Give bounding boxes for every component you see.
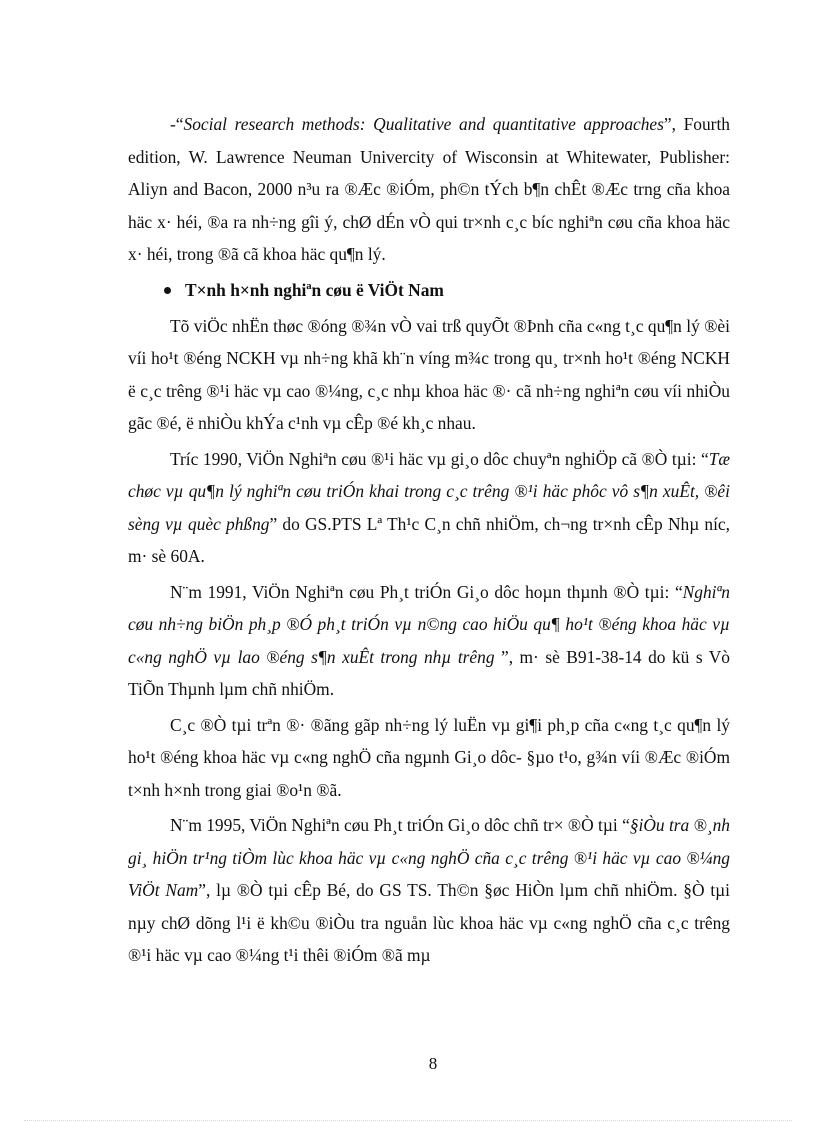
paragraph-awareness: Tõ viÖc nhËn thøc ®óng ®¾n vÒ vai trß quyÕt ®Þnh cña c«ng t¸c qu¶n lý ®èi víi ho¹t ®éng NCKH vµ nh÷ng khã kh¨n víng m¾c trong qu¸ tr×nh ho¹t ®éng NCKH ë c¸c trêng ®¹i häc vµ cao ®¼ng, c¸c nhµ khoa häc ®· cã nh÷ng nghiªn cøu víi nhiÒu gãc ®é, ë nhiÒu khÝa c¹nh vµ cÊp ®é kh¸c nhau. — [128, 315, 730, 433]
page-bottom-divider — [24, 1120, 792, 1121]
paragraph-tail: ”, lµ ®Ò tµi cÊp Bé, do GS TS. Th©n §øc HiÒn lµm chñ nhiÖm. §Ò tµi nµy chØ dõng l¹i ë kh©u ®iÒu tra nguån lùc khoa häc vµ c«ng nghÖ cña c¸c trêng ®¹i häc vµ cao ®¼ng t¹i thêi ®iÓm ®ã mµ — [128, 880, 730, 965]
paragraph-before-1990 — [128, 443, 730, 573]
paragraph-tail: ” do GS.PTS Lª Th¹c C¸n chñ nhiÖm, ch¬ng tr×nh cÊp Nhµ níc, m· sè 60A. — [128, 513, 730, 566]
project-title: Tæ chøc vµ qu¶n lý nghiªn cøu triÓn khai trong c¸c trêng ®¹i häc phôc vô s¶n xuÊt, ®êi sèng vµ quèc phßng — [128, 448, 730, 534]
paragraph-contributions: C¸c ®Ò tµi trªn ®· ®ãng gãp nh÷ng lý luËn vµ gi¶i ph¸p cña c«ng t¸c qu¶n lý ho¹t ®éng khoa häc vµ c«ng nghÖ cña ngµnh Gi¸o dôc- §µo t¹o, g¾n víi ®Æc ®iÓm t×nh h×nh trong giai ®o¹n ®ã. — [128, 714, 730, 800]
project-title: §iÒu tra ®¸nh gi¸ hiÖn tr¹ng tiÒm lùc khoa häc vµ c«ng nghÖ cña c¸c trêng ®¹i häc vµ cao ®¼ng ViÖt Nam — [128, 815, 730, 900]
page-number: 8 — [428, 1054, 438, 1073]
paragraph-tail: ”, m· sè B91-38-14 do kü s Vò TiÕn Thµnh lµm chñ nhiÖm. — [128, 646, 730, 699]
bullet-icon — [164, 287, 171, 294]
paragraph-lead: Tríc 1990, ViÖn Nghiªn cøu ®¹i häc vµ gi¸o dôc chuyªn nghiÖp cã ®Ò tµi: “ — [170, 448, 709, 469]
paragraph-1991 — [128, 576, 730, 706]
paragraph-lead: N¨m 1995, ViÖn Nghiªn cøu Ph¸t triÓn Gi¸o dôc chñ tr× ®Ò tµi “ — [170, 815, 630, 835]
section-heading — [128, 274, 730, 307]
reference-description: ”, Fourth edition, W. Lawrence Neuman Univercity of Wisconsin at Whitewater, Publisher: Aliyn and Bacon, 2000 n³u ra ®Æc ®iÓm, ph©n tÝch b¶n chÊt ®Æc trng cña khoa häc x· héi, ®a ra nh÷ng gîi ý, chØ dÉn vÒ qui tr×nh c¸c bíc nghiªn cøu cña khoa häc x· héi, trong ®ã cã khoa häc qu¶n lý. — [128, 114, 730, 264]
reference-book-title: Social research methods: Qualitative and quantitative approaches — [183, 114, 664, 134]
reference-prefix: -“ — [170, 114, 184, 134]
paragraph-1995 — [128, 809, 730, 972]
project-title: Nghiªn cøu nh÷ng biÖn ph¸p ®Ó ph¸t triÓn vµ n©ng cao hiÖu qu¶ ho¹t ®éng khoa häc vµ c«ng nghÖ vµ lao ®éng s¶n xuÊt trong nhµ trêng — [128, 581, 730, 667]
document-page — [128, 108, 730, 975]
paragraph-lead: N¨m 1991, ViÖn Nghiªn cøu Ph¸t triÓn Gi¸o dôc hoµn thµnh ®Ò tµi: “ — [170, 581, 683, 602]
paragraph-reference — [128, 108, 730, 271]
section-heading-text: T×nh h×nh nghiªn cøu ë ViÖt Nam — [185, 279, 444, 300]
